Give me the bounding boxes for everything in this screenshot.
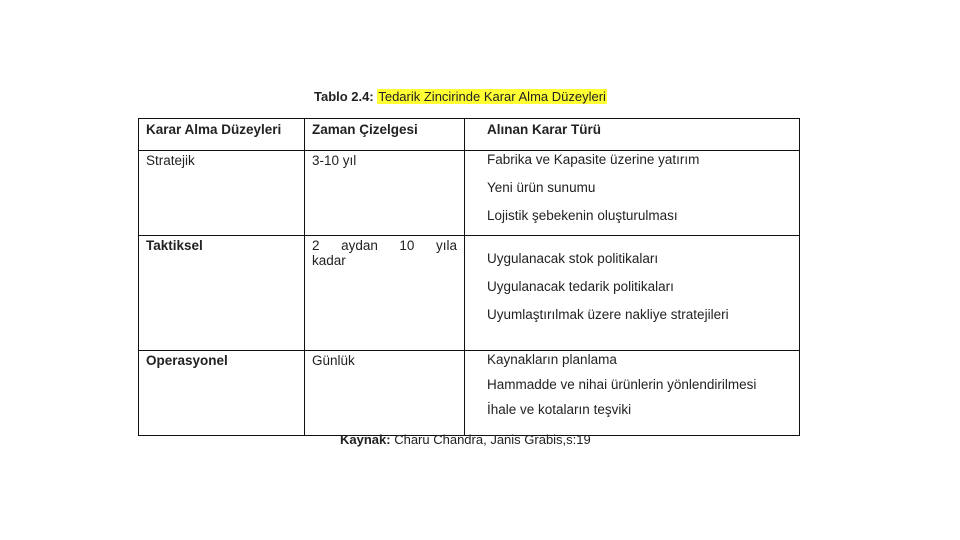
decision-item: Kaynakların planlama — [487, 352, 617, 367]
caption-label: Tablo 2.4: — [314, 89, 374, 104]
timeline-word: 10 — [399, 238, 415, 253]
decisions-cell — [465, 351, 800, 436]
source-text: Charu Chandra, Janis Grabis,s:19 — [394, 432, 591, 447]
decision-item: İhale ve kotaların teşviki — [487, 402, 632, 417]
table-row — [139, 151, 800, 236]
decision-item: Uygulanacak stok politikaları — [487, 251, 659, 266]
caption-title: Tedarik Zincirinde Karar Alma Düzeyleri — [378, 89, 606, 104]
header-decision-type: Alınan Karar Türü — [465, 119, 800, 151]
level-cell: Operasyonel — [139, 351, 305, 436]
level-cell: Stratejik — [139, 151, 305, 236]
decision-item: Uygulanacak tedarik politikaları — [487, 279, 674, 294]
decisions-cell — [465, 151, 800, 236]
header-timeline: Zaman Çizelgesi — [305, 119, 465, 151]
decision-item: Lojistik şebekenin oluşturulması — [487, 208, 678, 223]
table-header-row — [139, 119, 800, 151]
table-row — [139, 351, 800, 436]
table-row — [139, 236, 800, 351]
timeline-cell: Günlük — [305, 351, 465, 436]
timeline-line — [312, 238, 457, 253]
table-source — [340, 432, 591, 447]
timeline-word: 2 — [312, 238, 320, 253]
timeline-word: yıla — [435, 238, 457, 253]
timeline-cell — [305, 236, 465, 351]
timeline-line: kadar — [312, 253, 346, 268]
header-decision-level: Karar Alma Düzeyleri — [139, 119, 305, 151]
decision-item: Hammadde ve nihai ürünlerin yönlendirilmesi — [487, 377, 757, 392]
decision-levels-table — [138, 118, 800, 436]
level-cell: Taktiksel — [139, 236, 305, 351]
decision-item: Fabrika ve Kapasite üzerine yatırım — [487, 152, 700, 167]
timeline-word: aydan — [341, 238, 378, 253]
source-label: Kaynak: — [340, 432, 391, 447]
decisions-cell — [465, 236, 800, 351]
table-caption — [314, 89, 607, 104]
decision-item: Yeni ürün sunumu — [487, 180, 596, 195]
decision-item: Uyumlaştırılmak üzere nakliye stratejileri — [487, 307, 729, 322]
timeline-cell: 3-10 yıl — [305, 151, 465, 236]
